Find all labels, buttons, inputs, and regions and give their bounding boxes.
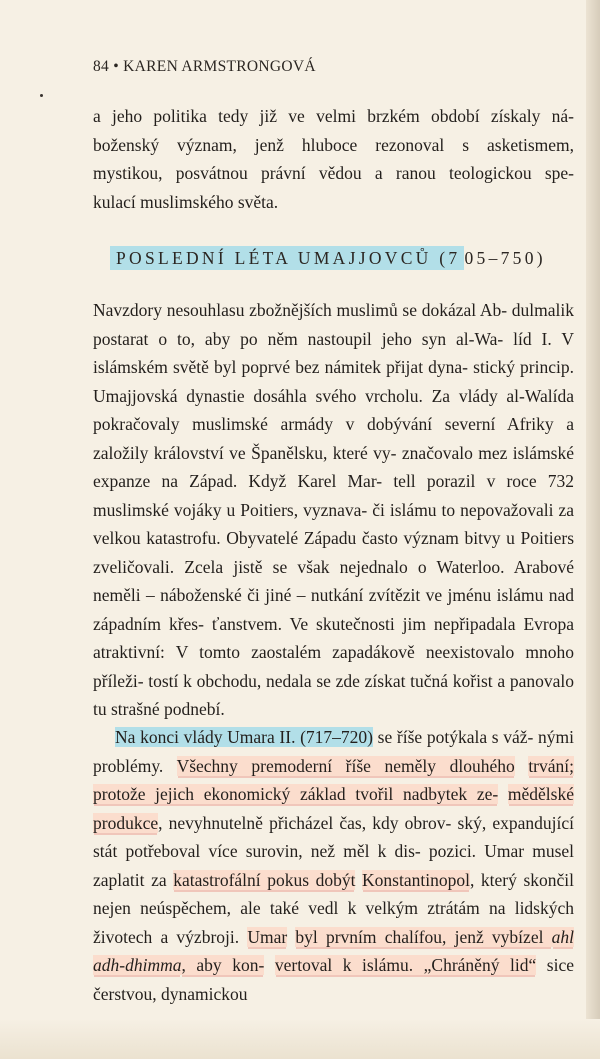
text-run: stický princip. Umajjovská dynastie dosáhla svého vrcholu. Za xyxy=(93,357,575,406)
highlight-orange: trvání; protože jejich ekonomický základ tvořil nadbytek ze- xyxy=(93,755,574,804)
text-run: se říše potýkala s váž- xyxy=(373,727,534,747)
heading-rest: 05–750) xyxy=(464,248,546,268)
text-run: Navzdory nesouhlasu zbožnějších muslimů se dokázal Ab- xyxy=(93,300,508,320)
text-run: vlády al-Walída pokračovaly muslimské armády v dobývání xyxy=(93,385,574,434)
page-edge-shadow xyxy=(586,0,600,1059)
text-run: či jiné – nutkání zvítězit ve jménu islámu nad západním křes- xyxy=(93,585,574,634)
text-run: pozici. Umar musel zaplatit za xyxy=(93,841,575,890)
highlight-orange-italic: ahl adh-dhimma xyxy=(93,926,575,975)
highlight-orange: , aby kon- xyxy=(181,955,265,975)
text-run: tell porazil v roce 732 muslimské vojáky u Poitiers, vyznava- xyxy=(93,471,575,520)
running-head: 84 • KAREN ARMSTRONGOVÁ xyxy=(93,58,316,75)
text-run: ský, expandující stát potřeboval více surovin, než měl k dis- xyxy=(93,812,575,861)
highlight-orange: vertoval k islámu. „Chráněný lid“ xyxy=(274,955,537,975)
text-run: V tomto zaostalém zapadákově neexistovalo mnoho příleži- xyxy=(93,642,575,691)
text-run: nými problémy. xyxy=(93,727,575,776)
text-run: ťanstvem. Ve skutečnosti jim nepřipadala Evropa atraktivní: xyxy=(93,613,575,662)
highlight-orange: katastrofální pokus dobýt xyxy=(173,869,356,890)
highlight-orange: Všechny premoderní říše neměly dlouhého xyxy=(176,755,515,776)
highlight-orange: Umar xyxy=(247,926,288,947)
text-run: vedl k velkým ztrátám na lidských životech a výzbroji. xyxy=(93,898,575,947)
highlight-orange: Konstantinopol xyxy=(362,869,470,890)
text-run: se však nejednalo o Waterloo. Arabové neměli – náboženské xyxy=(93,556,574,605)
section-heading xyxy=(110,248,546,269)
text-run: tostí k obchodu, nedala se zde získat tučná kořist a panovalo xyxy=(148,670,574,691)
text-run: značovalo mez islámské expanze na Západ. Když Karel Mar- xyxy=(93,442,575,491)
highlight-blue: Na konci vlády Umara II. (717–720) xyxy=(115,727,374,747)
highlight-orange: byl prvním chalífou, jenž vybízel xyxy=(295,926,552,947)
text-run: severní Afriky a založily království ve Španělsku, které vy- xyxy=(93,414,575,463)
highlight-orange: mědělské produkce xyxy=(93,784,574,833)
text-run: sice čerstvou, dynamickou xyxy=(93,955,574,1004)
text-run: či islámu to nepovažovali za velkou katastrofu. Obyvatelé xyxy=(93,499,575,548)
text-run: líd I. V islámském světě byl poprvé bez námitek přijat dyna- xyxy=(93,328,575,377)
text-line: kulací muslimského světa. xyxy=(93,191,279,212)
text-line: boženský význam, jenž hluboce rezonoval s asketismem, xyxy=(93,134,574,155)
paragraph-1 xyxy=(93,296,574,724)
text-run: , nevyhnutelně přicházel čas, kdy obrov- xyxy=(158,812,452,833)
text-run: dulmalik postarat o to, aby po něm nastoupil jeho syn al-Wa- xyxy=(93,300,574,349)
text-run: tu strašné podnebí. xyxy=(93,699,225,719)
text-run: Západu často význam bitvy u Poitiers zveličovali. Zcela jistě xyxy=(93,528,575,577)
page-bottom-shadow xyxy=(0,1019,600,1059)
ink-speck xyxy=(40,94,43,97)
heading-highlighted: POSLEDNÍ LÉTA UMAJJOVCŮ (7 xyxy=(110,246,464,270)
text-line: a jeho politika tedy již ve velmi brzkém období získaly ná- xyxy=(93,106,574,126)
text-line: mystikou, posvátnou právní vědou a ranou teologickou spe- xyxy=(93,163,574,183)
text-run: , který skončil nejen neúspěchem, ale také xyxy=(93,869,574,918)
intro-paragraph xyxy=(93,102,574,216)
paragraph-2 xyxy=(93,723,574,1008)
